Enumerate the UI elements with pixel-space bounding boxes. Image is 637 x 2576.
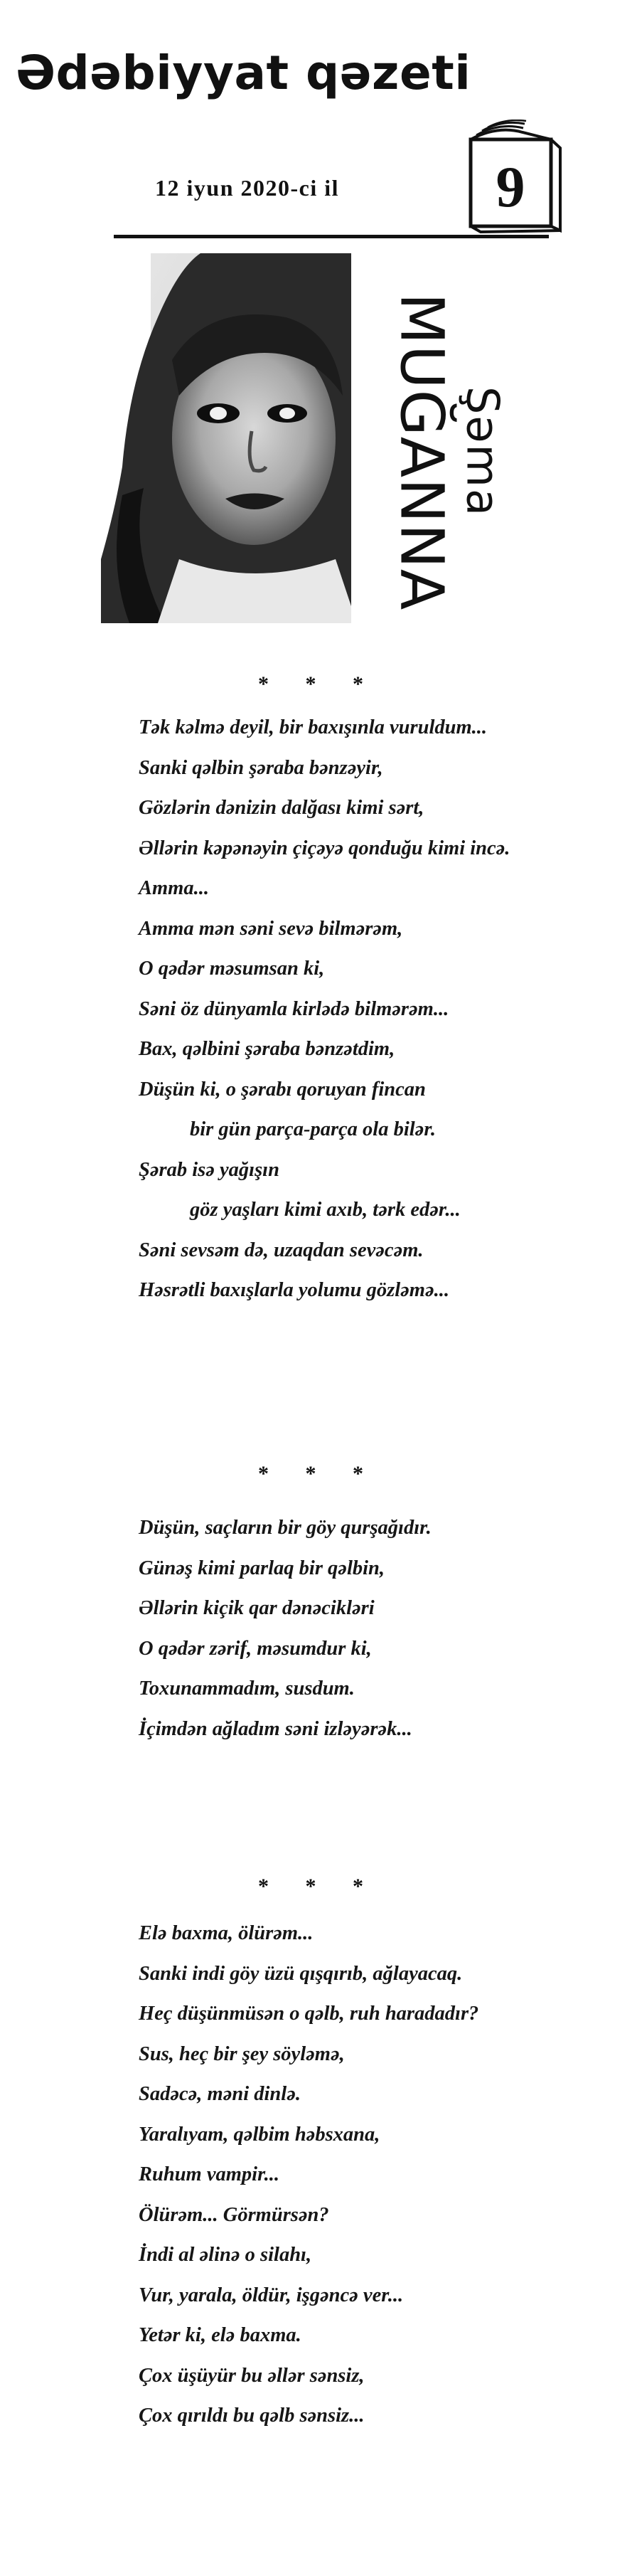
poem-line: O qədər zərif, məsumdur ki,	[139, 1637, 372, 1660]
poem-line: Gözlərin dənizin dalğası kimi sərt,	[139, 797, 424, 819]
poem-3	[139, 1914, 478, 2437]
poem-line: Düşün ki, o şərabı qoruyan fincan	[139, 1078, 426, 1101]
poem-line: Sanki indi göy üzü qışqırıb, ağlayacaq.	[139, 1962, 463, 1985]
poem-separator: * * *	[258, 1462, 379, 1485]
poem-line: Yaralıyam, qəlbim həbsxana,	[139, 2123, 380, 2146]
poem-line: Toxunammadım, susdum.	[139, 1677, 355, 1700]
page-number: 9	[496, 154, 525, 219]
poem-line: Sus, heç bir şey söyləmə,	[139, 2042, 345, 2065]
poem-2	[139, 1508, 432, 1749]
poem-line: Səni öz dünyamla kirlədə bilmərəm...	[139, 997, 449, 1020]
poem-line: Həsrətli baxışlarla yolumu gözləmə...	[139, 1279, 450, 1301]
poem-line: Düşün, saçların bir göy qurşağıdır.	[139, 1517, 432, 1539]
book-icon	[455, 120, 569, 233]
author-last-name: MUĞANNA	[387, 292, 456, 611]
poem-line: Vur, yarala, öldür, işgəncə ver...	[139, 2284, 404, 2306]
poem-line: Əllərin kəpənəyin çiçəyə qonduğu kimi incə.	[139, 837, 510, 859]
poem-line: Tək kəlmə deyil, bir baxışınla vuruldum...	[139, 716, 488, 738]
poem-line: Amma mən səni sevə bilmərəm,	[139, 917, 403, 940]
poem-line: Elə baxma, ölürəm...	[139, 1922, 314, 1944]
author-first-name: Şəma	[456, 386, 508, 517]
poem-line: Çox qırıldı bu qəlb sənsiz...	[139, 2405, 365, 2427]
poem-line: Amma...	[139, 877, 209, 899]
poem-1	[139, 708, 510, 1311]
poem-line: Çox üşüyür bu əllər sənsiz,	[139, 2364, 365, 2387]
poem-line: Heç düşünmüsən o qəlb, ruh haradadır?	[139, 2003, 479, 2025]
poem-line: Ölürəm... Görmürsən?	[139, 2203, 329, 2226]
poem-line: bir gün parça-parça ola bilər.	[190, 1118, 436, 1140]
poem-line: Sadəcə, məni dinlə.	[139, 2083, 301, 2105]
poem-line: İndi al əlinə o silahı,	[139, 2244, 312, 2266]
poem-line: Şərab isə yağışın	[139, 1158, 279, 1181]
poem-separator: * * *	[258, 1875, 379, 1898]
issue-date: 12 iyun 2020-ci il	[155, 175, 340, 201]
poem-line: Səni sevsəm də, uzaqdan sevəcəm.	[139, 1239, 424, 1261]
header-rule	[114, 235, 549, 238]
masthead-title: Ədəbiyyat qəzeti	[16, 46, 471, 100]
poem-line: Əllərin kiçik qar dənəcikləri	[139, 1597, 375, 1619]
author-photo	[101, 253, 357, 623]
poem-line: göz yaşları kimi axıb, tərk edər...	[190, 1199, 461, 1221]
poem-line: Ruhum vampir...	[139, 2163, 279, 2185]
poem-separator: * * *	[258, 672, 379, 696]
poem-line: Yetər ki, elə baxma.	[139, 2324, 301, 2346]
poem-line: Sanki qəlbin şəraba bənzəyir,	[139, 756, 383, 779]
poem-line: O qədər məsumsan ki,	[139, 958, 325, 980]
poem-line: Bax, qəlbini şəraba bənzətdim,	[139, 1038, 395, 1060]
poem-line: Günəş kimi parlaq bir qəlbin,	[139, 1557, 385, 1579]
poem-line: İçimdən ağladım səni izləyərək...	[139, 1717, 412, 1740]
author-name	[352, 281, 544, 622]
